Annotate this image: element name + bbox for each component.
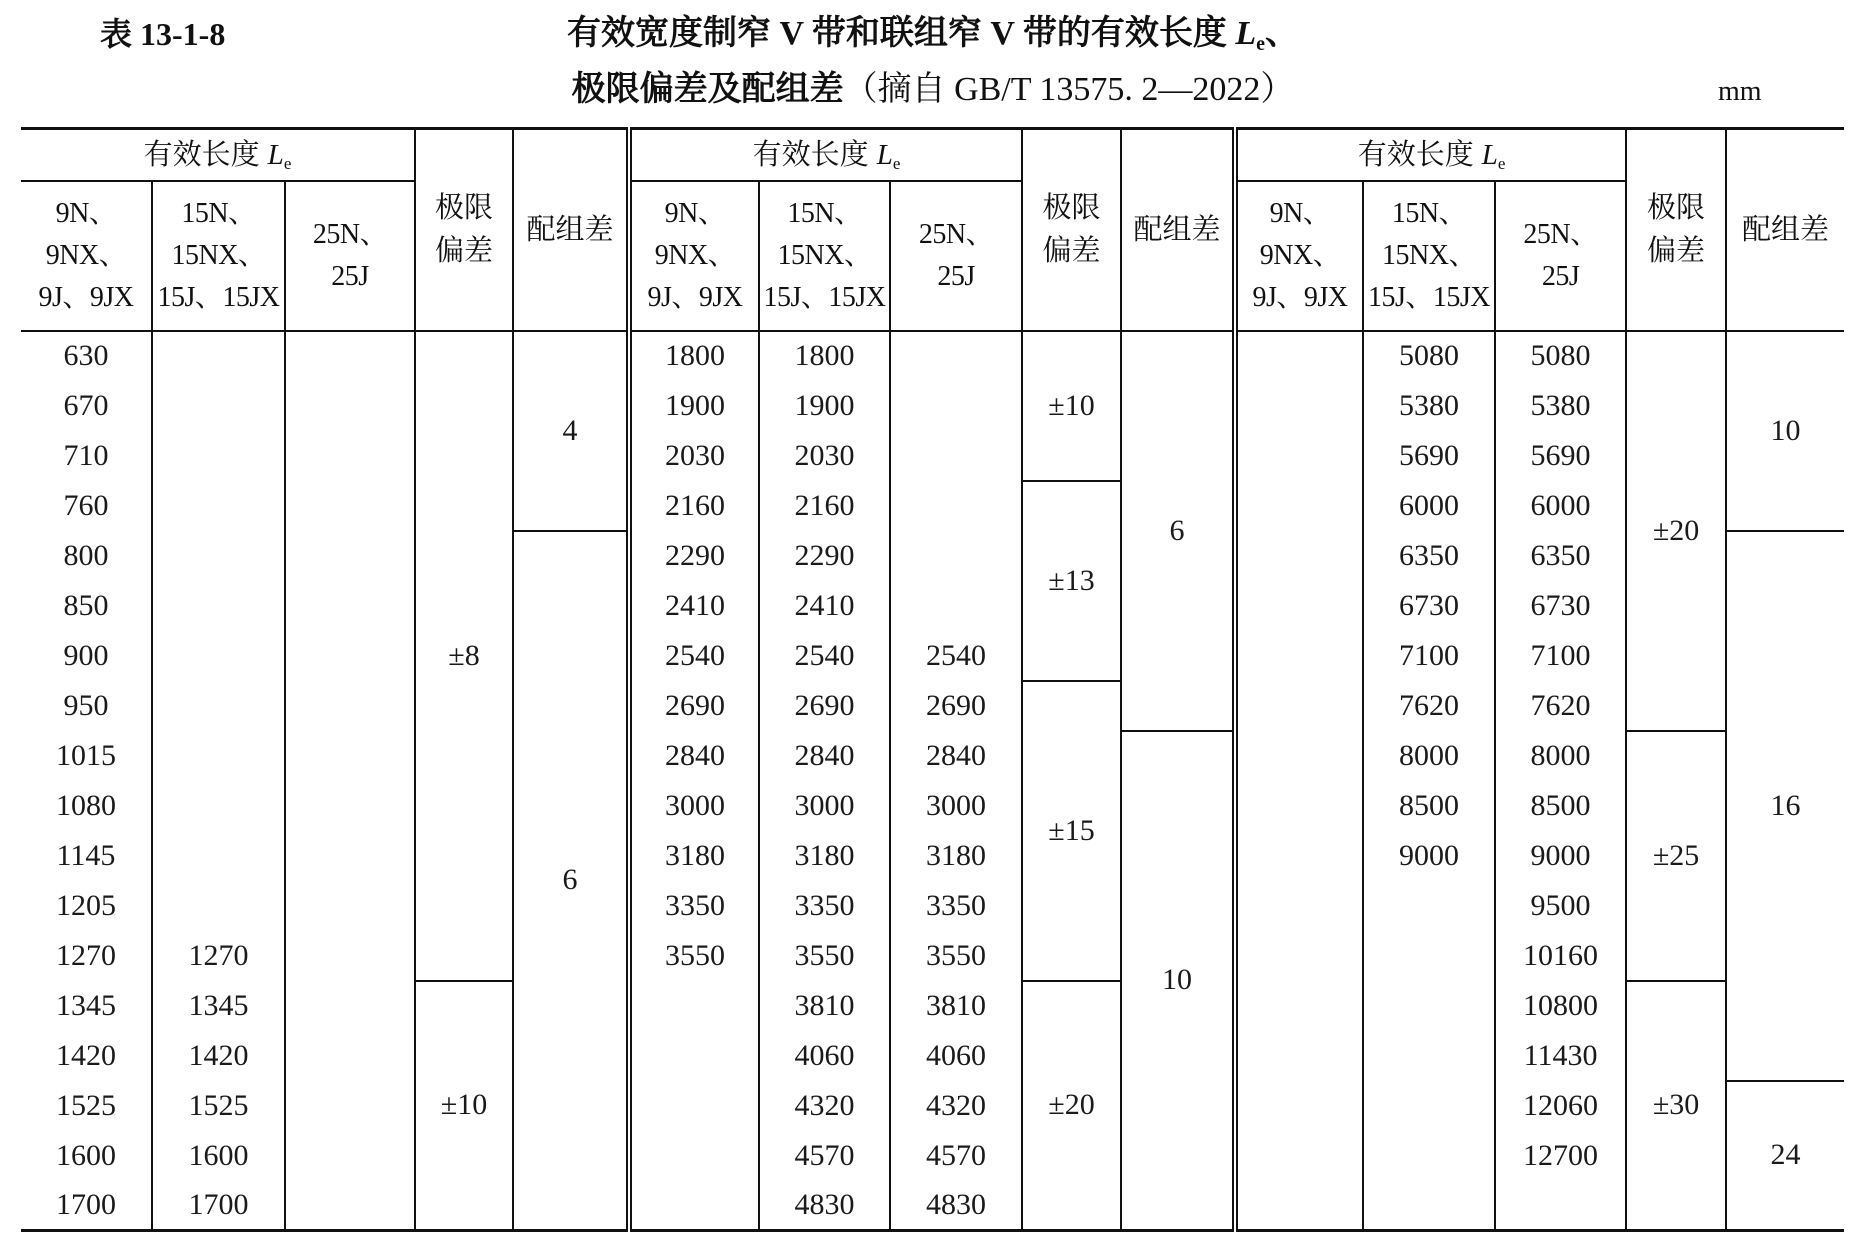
length-cell-25n: 6350	[1495, 531, 1626, 581]
length-cell-15n	[1363, 1181, 1495, 1231]
length-cell-25n	[285, 831, 415, 881]
table-row	[21, 1081, 1844, 1131]
title-text: 有效宽度制窄 V 带和联组窄 V 带的有效长度	[566, 15, 1227, 52]
length-cell-15n: 5380	[1363, 381, 1495, 431]
length-cell-25n	[1495, 1181, 1626, 1231]
unit-label: mm	[1718, 76, 1762, 107]
matching-difference-header: 配组差	[1121, 129, 1235, 331]
length-symbol: L	[876, 138, 893, 171]
table-row	[21, 481, 1844, 531]
matching-difference-header: 配组差	[513, 129, 629, 331]
length-cell-25n: 2690	[890, 681, 1022, 731]
length-symbol: L	[267, 138, 284, 171]
tolerance-header-line: 偏差	[1647, 234, 1706, 267]
tolerance-header	[1022, 129, 1121, 331]
length-cell-15n	[152, 481, 285, 531]
table-title-line-1	[0, 14, 1860, 54]
belt-type-line: 25N、	[918, 218, 994, 250]
table-row	[21, 431, 1844, 481]
belt-type-header-25n	[890, 181, 1022, 331]
tolerance-cell: ±30	[1626, 981, 1726, 1231]
length-cell-25n	[285, 381, 415, 431]
length-cell-9n	[629, 1031, 759, 1081]
length-cell-15n: 8000	[1363, 731, 1495, 781]
length-cell-9n	[629, 981, 759, 1031]
table-row	[21, 581, 1844, 631]
length-cell-25n	[285, 631, 415, 681]
length-cell-15n	[1363, 981, 1495, 1031]
belt-type-line: 25J	[331, 260, 369, 292]
length-subscript: e	[1497, 153, 1506, 173]
length-cell-9n: 760	[63, 488, 109, 522]
length-subscript: e	[892, 153, 901, 173]
length-cell-15n	[152, 331, 285, 381]
length-cell-9n: 1600	[56, 1138, 116, 1172]
length-cell-25n: 4830	[890, 1181, 1022, 1231]
length-cell-9n	[1235, 881, 1363, 931]
belt-type-header-25n	[1495, 181, 1626, 331]
length-cell-15n: 3180	[759, 831, 890, 881]
length-cell-9n: 2410	[629, 581, 759, 631]
length-cell-9n: 1205	[56, 888, 116, 922]
table-row	[21, 381, 1844, 431]
tolerance-header-line: 极限	[1647, 191, 1706, 224]
title-suffix: 、	[1265, 15, 1300, 52]
length-cell-25n: 9000	[1495, 831, 1626, 881]
length-cell-15n	[1363, 931, 1495, 981]
effective-length-header	[21, 129, 415, 181]
length-cell-9n: 900	[63, 638, 109, 672]
length-cell-15n: 2410	[759, 581, 890, 631]
length-cell-9n: 2030	[629, 431, 759, 481]
belt-type-line: 15NX、	[1382, 239, 1476, 271]
length-cell-25n: 5690	[1495, 431, 1626, 481]
length-cell-9n: 2540	[629, 631, 759, 681]
length-cell-15n: 4830	[759, 1181, 890, 1231]
length-cell-9n	[1235, 781, 1363, 831]
length-cell-9n	[1235, 431, 1363, 481]
length-cell-25n: 3000	[890, 781, 1022, 831]
tolerance-cell: ±20	[1022, 981, 1121, 1231]
belt-type-line: 9J、9JX	[38, 281, 134, 313]
length-cell-25n	[285, 931, 415, 981]
length-cell-15n	[152, 381, 285, 431]
length-cell-9n: 3350	[629, 881, 759, 931]
length-cell-15n	[152, 631, 285, 681]
length-cell-15n	[152, 831, 285, 881]
length-cell-9n: 2840	[629, 731, 759, 781]
length-cell-9n: 2690	[629, 681, 759, 731]
table-row	[21, 681, 1844, 731]
length-symbol: L	[1481, 138, 1498, 171]
belt-type-line: 15NX、	[171, 239, 266, 271]
length-cell-9n: 2160	[629, 481, 759, 531]
length-cell-15n: 1800	[759, 331, 890, 381]
length-cell-15n: 2840	[759, 731, 890, 781]
length-cell-15n	[152, 531, 285, 581]
belt-type-line: 15NX、	[777, 239, 872, 271]
length-cell-25n: 11430	[1495, 1031, 1626, 1081]
length-cell-15n: 1345	[152, 981, 285, 1031]
length-cell-9n: 1080	[56, 788, 116, 822]
table-row	[21, 731, 1844, 781]
length-cell-15n: 5080	[1363, 331, 1495, 381]
tolerance-header-line: 偏差	[435, 234, 494, 267]
length-cell-25n: 5080	[1495, 331, 1626, 381]
length-cell-15n	[152, 581, 285, 631]
length-cell-15n	[1363, 1031, 1495, 1081]
table-row	[21, 981, 1844, 1031]
length-cell-15n	[1363, 881, 1495, 931]
table-row	[21, 331, 1844, 381]
length-cell-25n: 4320	[890, 1081, 1022, 1131]
length-cell-15n: 1700	[152, 1181, 285, 1231]
length-cell-25n: 7620	[1495, 681, 1626, 731]
length-cell-15n	[152, 681, 285, 731]
table-title-line-2	[0, 70, 1860, 110]
table-row	[21, 831, 1844, 881]
length-cell-25n: 3810	[890, 981, 1022, 1031]
belt-type-header-15n	[759, 181, 890, 331]
length-cell-25n	[285, 881, 415, 931]
length-cell-25n	[285, 1181, 415, 1231]
belt-type-line: 9NX、	[1259, 239, 1341, 271]
length-cell-9n	[1235, 681, 1363, 731]
length-cell-25n: 8000	[1495, 731, 1626, 781]
length-cell-15n: 3000	[759, 781, 890, 831]
length-cell-15n	[152, 431, 285, 481]
belt-type-header-9n	[1235, 181, 1363, 331]
length-cell-15n: 2690	[759, 681, 890, 731]
tolerance-cell: ±13	[1022, 481, 1121, 681]
table-row	[21, 631, 1844, 681]
length-cell-9n: 950	[63, 688, 109, 722]
length-cell-25n: 7100	[1495, 631, 1626, 681]
tolerance-cell: ±25	[1626, 731, 1726, 981]
length-cell-15n	[152, 731, 285, 781]
length-cell-25n	[285, 681, 415, 731]
length-cell-25n: 4060	[890, 1031, 1022, 1081]
length-cell-9n: 710	[63, 438, 109, 472]
length-cell-25n	[890, 431, 1022, 481]
belt-type-line: 25J	[1541, 260, 1580, 292]
length-cell-25n	[890, 381, 1022, 431]
tolerance-cell: ±15	[1022, 681, 1121, 981]
length-cell-15n: 3350	[759, 881, 890, 931]
length-cell-25n: 9500	[1495, 881, 1626, 931]
belt-type-line: 9J、9JX	[647, 281, 743, 313]
table-row	[21, 881, 1844, 931]
length-cell-9n: 1525	[56, 1088, 116, 1122]
length-cell-9n: 1420	[56, 1038, 116, 1072]
matching-difference-header: 配组差	[1726, 129, 1844, 331]
length-cell-9n: 630	[63, 339, 109, 372]
length-cell-15n: 3810	[759, 981, 890, 1031]
length-cell-25n: 2540	[890, 631, 1022, 681]
table-body	[21, 331, 1844, 1231]
matching-difference-cell: 6	[513, 531, 629, 1231]
tolerance-cell: ±8	[415, 331, 513, 981]
length-cell-9n	[1235, 831, 1363, 881]
length-cell-9n	[1235, 331, 1363, 381]
belt-type-line: 15J、15JX	[763, 281, 886, 313]
matching-difference-cell: 10	[1121, 731, 1235, 1231]
length-cell-9n: 1700	[21, 1181, 152, 1231]
tolerance-cell: ±10	[415, 981, 513, 1231]
belt-type-header-25n	[285, 181, 415, 331]
belt-type-line: 9N、	[1269, 197, 1331, 229]
length-cell-15n: 9000	[1363, 831, 1495, 881]
length-cell-9n: 1015	[56, 738, 116, 772]
belt-type-line: 9NX、	[45, 239, 127, 271]
length-cell-9n: 3180	[629, 831, 759, 881]
table-row	[21, 931, 1844, 981]
length-cell-9n	[1235, 481, 1363, 531]
length-cell-9n	[629, 1181, 759, 1231]
table-row	[21, 531, 1844, 581]
length-cell-25n	[285, 1031, 415, 1081]
length-cell-25n: 2840	[890, 731, 1022, 781]
length-cell-15n: 2160	[759, 481, 890, 531]
length-cell-25n: 3180	[890, 831, 1022, 881]
length-cell-15n: 5690	[1363, 431, 1495, 481]
tolerance-header-line: 偏差	[1042, 234, 1101, 267]
length-cell-15n	[152, 781, 285, 831]
belt-type-line: 9N、	[55, 197, 117, 229]
matching-difference-cell: 16	[1726, 531, 1844, 1081]
length-cell-9n	[1235, 1031, 1363, 1081]
matching-difference-cell: 6	[1121, 331, 1235, 731]
length-cell-25n	[890, 531, 1022, 581]
length-cell-15n: 6000	[1363, 481, 1495, 531]
length-cell-9n	[1235, 1081, 1363, 1131]
title-source: （摘自 GB/T 13575. 2—2022）	[843, 71, 1295, 108]
length-cell-9n: 850	[63, 588, 109, 622]
length-cell-15n	[1363, 1131, 1495, 1181]
length-cell-25n	[285, 1131, 415, 1181]
length-cell-9n: 1900	[629, 381, 759, 431]
belt-type-header-15n	[1363, 181, 1495, 331]
length-cell-25n: 12060	[1495, 1081, 1626, 1131]
effective-length-label: 有效长度	[752, 138, 869, 171]
length-cell-25n	[285, 481, 415, 531]
length-cell-15n: 2030	[759, 431, 890, 481]
tolerance-cell: ±10	[1022, 331, 1121, 481]
length-cell-15n: 4060	[759, 1031, 890, 1081]
length-cell-9n	[1235, 631, 1363, 681]
belt-type-line: 9J、9JX	[1252, 281, 1348, 313]
length-cell-9n	[1235, 731, 1363, 781]
length-cell-9n	[629, 1081, 759, 1131]
length-cell-25n: 10160	[1495, 931, 1626, 981]
table-row	[21, 1131, 1844, 1181]
tolerance-cell: ±20	[1626, 331, 1726, 731]
effective-length-header	[629, 129, 1022, 181]
table-header	[21, 129, 1844, 331]
length-cell-9n: 3000	[629, 781, 759, 831]
length-cell-25n	[890, 481, 1022, 531]
belt-type-line: 15N、	[181, 197, 256, 229]
tolerance-header	[415, 129, 513, 331]
length-cell-15n: 4570	[759, 1131, 890, 1181]
length-cell-9n: 1145	[56, 838, 116, 872]
length-cell-25n: 12700	[1495, 1131, 1626, 1181]
length-cell-25n: 3550	[890, 931, 1022, 981]
length-cell-9n	[629, 1131, 759, 1181]
belt-type-header-15n	[152, 181, 285, 331]
length-cell-9n: 670	[63, 388, 109, 422]
length-cell-25n	[285, 731, 415, 781]
length-cell-25n	[285, 531, 415, 581]
length-cell-15n: 7620	[1363, 681, 1495, 731]
length-cell-15n	[1363, 1081, 1495, 1131]
belt-type-line: 15J、15JX	[1368, 281, 1491, 313]
length-cell-15n: 2540	[759, 631, 890, 681]
effective-length-label: 有效长度	[1357, 138, 1474, 171]
tolerance-header-line: 极限	[435, 191, 494, 224]
length-cell-25n: 6730	[1495, 581, 1626, 631]
matching-difference-cell: 24	[1726, 1081, 1844, 1231]
table-row	[21, 1031, 1844, 1081]
length-subscript: e	[283, 153, 292, 173]
length-cell-25n	[890, 331, 1022, 381]
length-cell-15n: 7100	[1363, 631, 1495, 681]
length-cell-9n	[1235, 1131, 1363, 1181]
length-cell-25n: 10800	[1495, 981, 1626, 1031]
length-cell-25n	[285, 581, 415, 631]
length-cell-9n: 1800	[629, 331, 759, 381]
belt-type-line: 9N、	[664, 197, 726, 229]
length-cell-25n: 3350	[890, 881, 1022, 931]
length-cell-15n: 4320	[759, 1081, 890, 1131]
length-cell-9n	[1235, 581, 1363, 631]
title-length-subscript: e	[1256, 33, 1266, 55]
length-cell-15n: 2290	[759, 531, 890, 581]
title-length-symbol: L	[1235, 15, 1257, 52]
length-cell-15n: 1525	[152, 1081, 285, 1131]
length-cell-9n: 1345	[56, 988, 116, 1022]
header-row-group	[21, 129, 1844, 181]
matching-difference-cell: 4	[513, 331, 629, 531]
belt-type-header-9n	[629, 181, 759, 331]
length-cell-25n	[285, 1081, 415, 1131]
title-subject: 极限偏差及配组差	[571, 71, 844, 108]
header-row-belt-types	[21, 181, 1844, 331]
length-cell-9n: 2290	[629, 531, 759, 581]
belt-type-line: 9NX、	[654, 239, 736, 271]
length-cell-25n	[890, 581, 1022, 631]
table-row	[21, 1181, 1844, 1231]
length-cell-9n	[1235, 1181, 1363, 1231]
length-cell-9n	[1235, 981, 1363, 1031]
length-cell-9n: 3550	[629, 931, 759, 981]
length-cell-15n: 1420	[152, 1031, 285, 1081]
table-number: 表 13-1-8	[100, 16, 226, 52]
belt-type-header-9n	[21, 181, 152, 331]
length-cell-15n: 3550	[759, 931, 890, 981]
length-cell-9n: 1270	[56, 938, 116, 972]
length-cell-9n	[1235, 531, 1363, 581]
matching-difference-cell: 10	[1726, 331, 1844, 531]
length-cell-25n: 5380	[1495, 381, 1626, 431]
length-cell-25n	[285, 981, 415, 1031]
belt-type-line: 15N、	[1391, 197, 1467, 229]
length-cell-15n: 6350	[1363, 531, 1495, 581]
effective-length-header	[1235, 129, 1626, 181]
length-cell-25n	[285, 781, 415, 831]
length-cell-15n	[152, 881, 285, 931]
length-cell-15n: 1600	[152, 1131, 285, 1181]
length-cell-15n: 1270	[152, 931, 285, 981]
effective-length-label: 有效长度	[143, 138, 260, 171]
length-cell-15n: 8500	[1363, 781, 1495, 831]
belt-type-line: 25N、	[1523, 218, 1598, 250]
length-cell-25n: 6000	[1495, 481, 1626, 531]
tolerance-header	[1626, 129, 1726, 331]
belt-type-line: 15N、	[787, 197, 862, 229]
belt-type-line: 25J	[937, 260, 975, 292]
belt-type-line: 15J、15JX	[157, 281, 280, 313]
table-row	[21, 781, 1844, 831]
length-cell-25n: 4570	[890, 1131, 1022, 1181]
length-cell-9n: 800	[63, 538, 109, 572]
length-cell-15n: 1900	[759, 381, 890, 431]
length-cell-9n	[1235, 381, 1363, 431]
length-cell-25n: 8500	[1495, 781, 1626, 831]
length-cell-15n: 6730	[1363, 581, 1495, 631]
effective-length-table	[21, 127, 1844, 1232]
length-cell-25n	[285, 431, 415, 481]
length-cell-9n	[1235, 931, 1363, 981]
tolerance-header-line: 极限	[1042, 191, 1101, 224]
belt-type-line: 25N、	[312, 218, 388, 250]
length-cell-25n	[285, 331, 415, 381]
